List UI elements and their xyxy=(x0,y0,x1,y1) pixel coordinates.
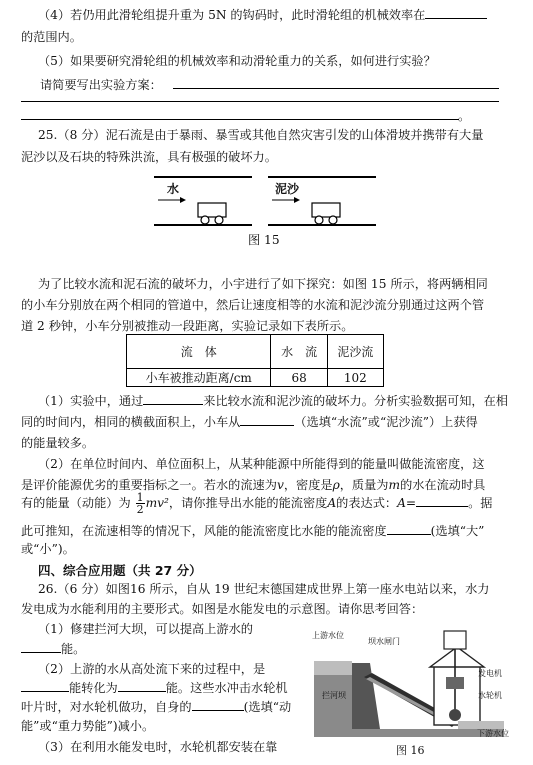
q25-para-line2: 的小车分别放在两个相同的管道中，然后让速度相等的水流和泥沙流分别通过这两个管 xyxy=(21,298,485,312)
kinetic-energy-fraction: $\frac{1}{2}$ xyxy=(136,491,144,516)
q26-intro-line2: 发电成为水能利用的主要形式。如图是水能发电的示意图。请你思考回答： xyxy=(21,602,424,616)
q24-answer-line-2[interactable] xyxy=(21,101,499,102)
fig16-label-dam: 拦河坝 xyxy=(322,691,346,700)
q25-part2-blank-density[interactable] xyxy=(387,523,431,535)
q25-part2-line5: 或“小”)。 xyxy=(21,542,75,556)
q25-para-line1: 为了比较水流和泥石流的破坏力，小宇进行了如下探究：如图 15 所示，将两辆相同 xyxy=(38,277,488,291)
fig16-label-upstream: 上游水位 xyxy=(312,631,344,640)
section-4-title: 四、综合应用题（共 27 分） xyxy=(38,563,202,578)
q24-part4-line1: （4）若仍用此滑轮组提升重为 5N 的钩码时，此时滑轮组的机械效率在 xyxy=(38,6,487,23)
fig16-caption: 图 16 xyxy=(396,744,425,757)
q25-intro-line2: 泥沙以及石块的特殊洪流，具有极强的破坏力。 xyxy=(21,150,277,164)
q25-part1-blank2[interactable] xyxy=(240,414,294,426)
q26-part1-line2: 能。 xyxy=(21,640,85,657)
cart-right xyxy=(312,203,340,224)
q25-part1-line2: 同的时间内，相同的横截面积上，小车从 （选填“水流”或“泥沙流”）上获得 xyxy=(21,415,478,429)
q25-part2-line2: 是评价能源优劣的重要指标之一。若水的流速为v，密度是ρ，质量为m的水在流动时具 xyxy=(21,478,486,492)
q25-para-line3: 道 2 秒钟，小车分别被推动一段距离，实验记录如下表所示。 xyxy=(21,319,354,333)
q25-part1-blank1[interactable] xyxy=(143,393,203,405)
fig15-caption: 图 15 xyxy=(248,233,280,247)
q24-part5-question: （5）如果要研究滑轮组的机械效率和动滑轮重力的关系，如何进行实验？ xyxy=(38,54,436,68)
flow-arrow-right xyxy=(272,197,300,203)
fig16-label-downstream: 下游水位 xyxy=(477,729,509,738)
table-cell-mud: 102 xyxy=(327,369,383,387)
q26-part2-line4: 能”或“重力势能”)减小。 xyxy=(21,719,155,733)
q24-part5-prompt: 请简要写出实验方案： xyxy=(40,78,162,92)
q26-part1-line1: （1）修建拦河大坝，可以提高上游水的 xyxy=(38,622,253,636)
fig16-label-generator: 发电机 xyxy=(478,669,502,678)
q25-part2-line3: 有的能量（动能）为 $\frac{1}{2}$ mv²，请你推导出水能的能流密度A的表达式：A= 。据 xyxy=(21,491,493,516)
table-header-water: 水 流 xyxy=(271,335,327,369)
upstream-water xyxy=(314,661,352,675)
q24-answer-line-1[interactable] xyxy=(173,88,499,89)
q25-part1-line3: 的能量较多。 xyxy=(21,436,95,450)
generator xyxy=(446,677,464,689)
q26-part2-line1: （2）上游的水从高处流下来的过程中，是 xyxy=(38,662,266,676)
q25-part2-line1: （2）在单位时间内、单位面积上，从某种能源中所能得到的能量叫做能流密度，这 xyxy=(38,457,485,471)
experiment-table xyxy=(126,334,384,387)
q25-part2-blank-A[interactable] xyxy=(416,495,468,507)
q26-part2-line2: 能转化为 能。这些水冲击水轮机 xyxy=(21,679,288,696)
gate-house xyxy=(444,631,466,649)
q25-part2-line4: 此可推知，在流速相等的情况下，风能的能流密度比水能的能流密度 (选填“大” xyxy=(21,524,485,538)
q24-part4-line2: 的范围内。 xyxy=(21,30,82,44)
fig15-label-water: 水 xyxy=(167,182,180,196)
table-header-mud: 泥沙流 xyxy=(327,335,383,369)
q26-part2-blank3[interactable] xyxy=(192,699,244,711)
table-row-label: 小车被推动距离/cm xyxy=(127,369,271,387)
fig16-label-turbine: 水轮机 xyxy=(478,691,502,700)
q26-part1-blank[interactable] xyxy=(21,641,61,653)
q26-part2-line3: 叶片时，对水轮机做功，自身的 (选填“动 xyxy=(21,700,292,714)
q24-part4-blank[interactable] xyxy=(425,7,487,19)
q25-intro-line1: 25.（8 分）泥石流是由于暴雨、暴雪或其他自然灾害引发的山体滑坡并携带有大量 xyxy=(38,128,484,142)
table-header-fluid: 流 体 xyxy=(127,335,271,369)
q26-part3-line1: （3）在利用水能发电时，水轮机都安装在靠 xyxy=(38,740,278,754)
flow-arrow-left xyxy=(158,197,186,203)
fig15-label-mud: 泥沙 xyxy=(275,182,300,196)
q26-part2-blank2[interactable] xyxy=(118,680,166,692)
cart-left xyxy=(198,203,226,224)
fig16-label-gate: 坝水闸门 xyxy=(368,637,400,646)
dam-body xyxy=(352,663,380,729)
table-cell-water: 68 xyxy=(271,369,327,387)
q26-part2-blank1[interactable] xyxy=(21,680,69,692)
q24-part5-end: 。 xyxy=(458,109,471,123)
q26-intro-line1: 26.（6 分）如图16 所示，自从 19 世纪末德国建成世界上第一座水电站以来，水力 xyxy=(38,582,490,596)
turbine xyxy=(449,709,461,721)
q25-part1-line1: （1）实验中，通过 来比较水流和泥沙流的破坏力。分析实验数据可知，在相 xyxy=(38,394,508,408)
q24-answer-line-3[interactable] xyxy=(21,119,459,120)
